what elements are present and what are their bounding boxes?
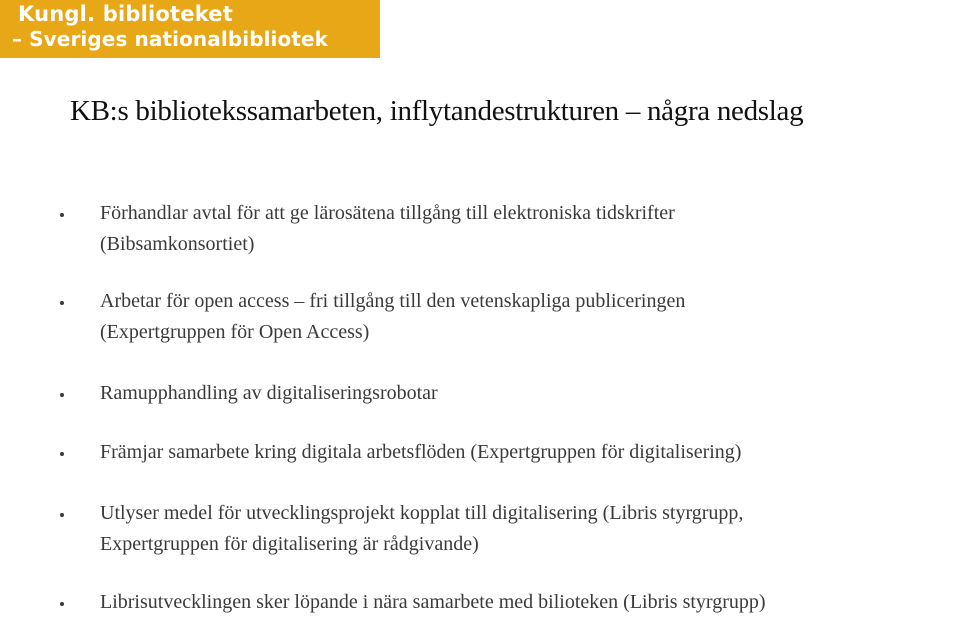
logo-line-2: – Sveriges nationalbibliotek — [12, 27, 329, 51]
bullet-text: Expertgruppen för digitalisering är rådgivande) — [100, 533, 479, 555]
bullet-text: (Bibsamkonsortiet) — [100, 233, 255, 255]
bullet-item — [100, 198, 675, 260]
bullet-text: Förhandlar avtal för att ge lärosätena tillgång till elektroniska tidskrifter — [100, 202, 675, 224]
bullet-item — [100, 378, 438, 409]
bullet-dot-icon — [60, 452, 64, 456]
bullet-dot-icon — [60, 513, 64, 517]
bullet-dot-icon — [60, 393, 64, 397]
bullet-text: Librisutvecklingen sker löpande i nära samarbete med bilioteken (Libris styrgrupp) — [100, 591, 766, 613]
bullet-text: Arbetar för open access – fri tillgång till den vetenskapliga publiceringen — [100, 290, 686, 312]
bullet-text: (Expertgruppen för Open Access) — [100, 321, 370, 343]
bullet-item — [100, 437, 741, 468]
logo-line-1: Kungl. biblioteket — [18, 2, 233, 26]
bullet-text: Ramupphandling av digitaliseringsrobotar — [100, 382, 438, 404]
slide-title: KB:s bibliotekssamarbeten, inflytandestrukturen – några nedslag — [70, 95, 804, 127]
bullet-dot-icon — [60, 602, 64, 606]
bullet-item — [100, 587, 766, 618]
bullet-dot-icon — [60, 213, 64, 217]
bullet-item — [100, 286, 685, 348]
bullet-text: Främjar samarbete kring digitala arbetsflöden (Expertgruppen för digitalisering) — [100, 441, 742, 463]
bullet-dot-icon — [60, 301, 64, 305]
bullet-item — [100, 498, 743, 560]
bullet-text: Utlyser medel för utvecklingsprojekt kopplat till digitalisering (Libris styrgrupp, — [100, 502, 744, 524]
